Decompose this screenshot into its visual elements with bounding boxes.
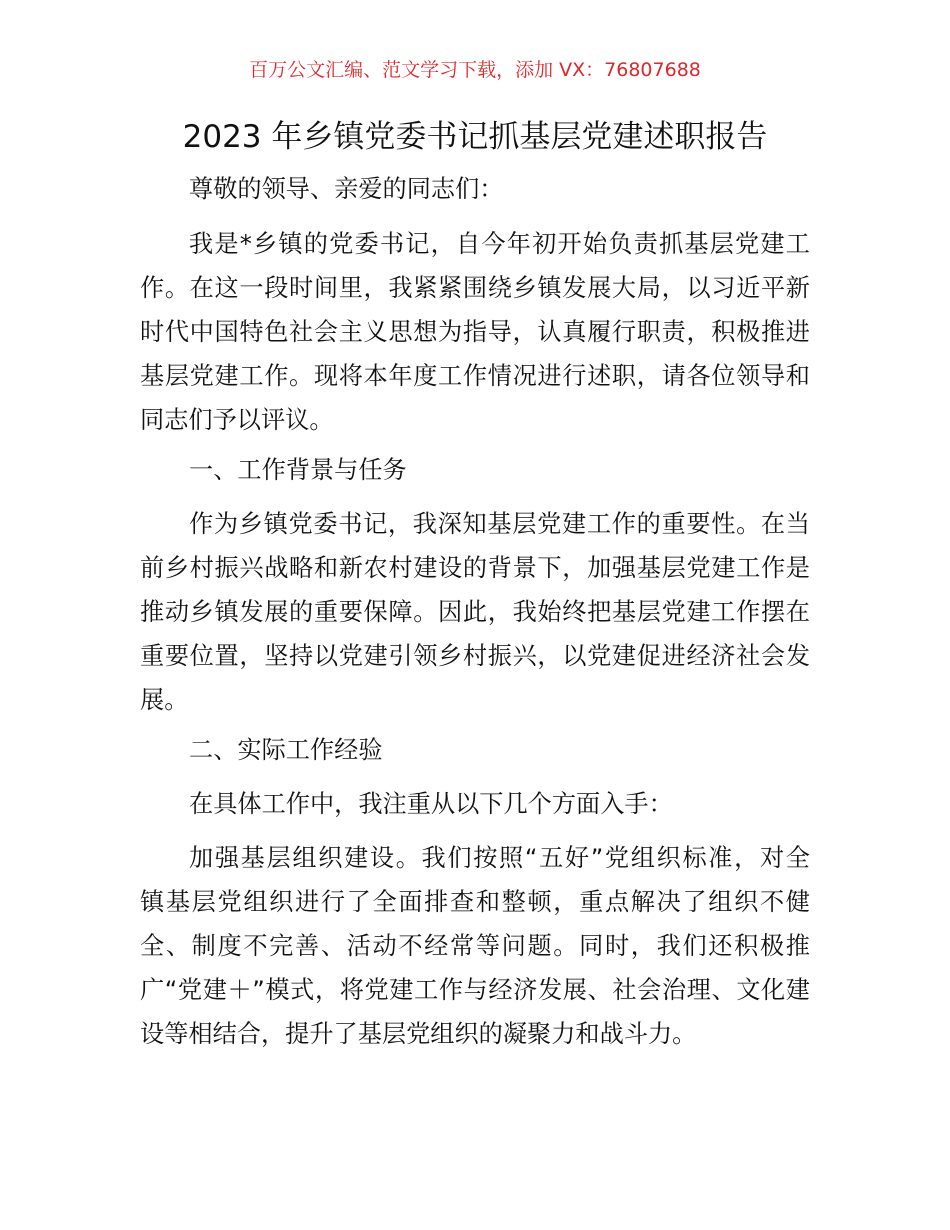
text-line: 前乡村振兴战略和新农村建设的背景下，加强基层党建工作是 xyxy=(140,554,810,582)
text-line: 同志们予以评议。 xyxy=(140,406,334,434)
text-line: 一、工作背景与任务 xyxy=(189,456,407,484)
text-line: 设等相结合，提升了基层党组织的凝聚力和战斗力。 xyxy=(140,1020,697,1048)
text-line: 基层党建工作。现将本年度工作情况进行述职，请各位领导和 xyxy=(140,362,810,390)
intro-paragraph xyxy=(140,222,810,442)
text-line: 我是*乡镇的党委书记，自今年初开始负责抓基层党建工 xyxy=(189,230,810,258)
section-heading-2 xyxy=(140,728,810,772)
text-line: 在具体工作中，我注重从以下几个方面入手： xyxy=(189,790,673,818)
section-heading-1 xyxy=(140,448,810,492)
text-line: 时代中国特色社会主义思想为指导，认真履行职责，积极推进 xyxy=(140,318,810,346)
watermark-banner: 百万公文汇编、范文学习下载，添加 VX：76807688 xyxy=(249,59,701,81)
document-title: 2023 年乡镇党委书记抓基层党建述职报告 xyxy=(182,119,768,155)
text-line: 二、实际工作经验 xyxy=(189,736,383,764)
greeting xyxy=(140,167,810,211)
text-line: 推动乡镇发展的重要保障。因此，我始终把基层党建工作摆在 xyxy=(140,598,810,626)
organization-building-paragraph xyxy=(140,836,810,1056)
text-line: 镇基层党组织进行了全面排查和整顿，重点解决了组织不健 xyxy=(140,888,810,916)
background-paragraph xyxy=(140,502,810,722)
text-line: 全、制度不完善、活动不经常等问题。同时，我们还积极推 xyxy=(140,932,810,960)
text-line: 重要位置，坚持以党建引领乡村振兴，以党建促进经济社会发 xyxy=(140,642,810,670)
text-line: 展。 xyxy=(140,686,189,714)
experience-intro-paragraph xyxy=(140,782,810,826)
text-line: 广“党建＋”模式，将党建工作与经济发展、社会治理、文化建 xyxy=(140,976,810,1004)
text-line: 作为乡镇党委书记，我深知基层党建工作的重要性。在当 xyxy=(189,510,810,538)
text-line: 作。在这一段时间里，我紧紧围绕乡镇发展大局，以习近平新 xyxy=(140,274,810,302)
text-line: 加强基层组织建设。我们按照“五好”党组织标准，对全 xyxy=(189,844,810,872)
text-line: 尊敬的领导、亲爱的同志们： xyxy=(189,175,504,203)
